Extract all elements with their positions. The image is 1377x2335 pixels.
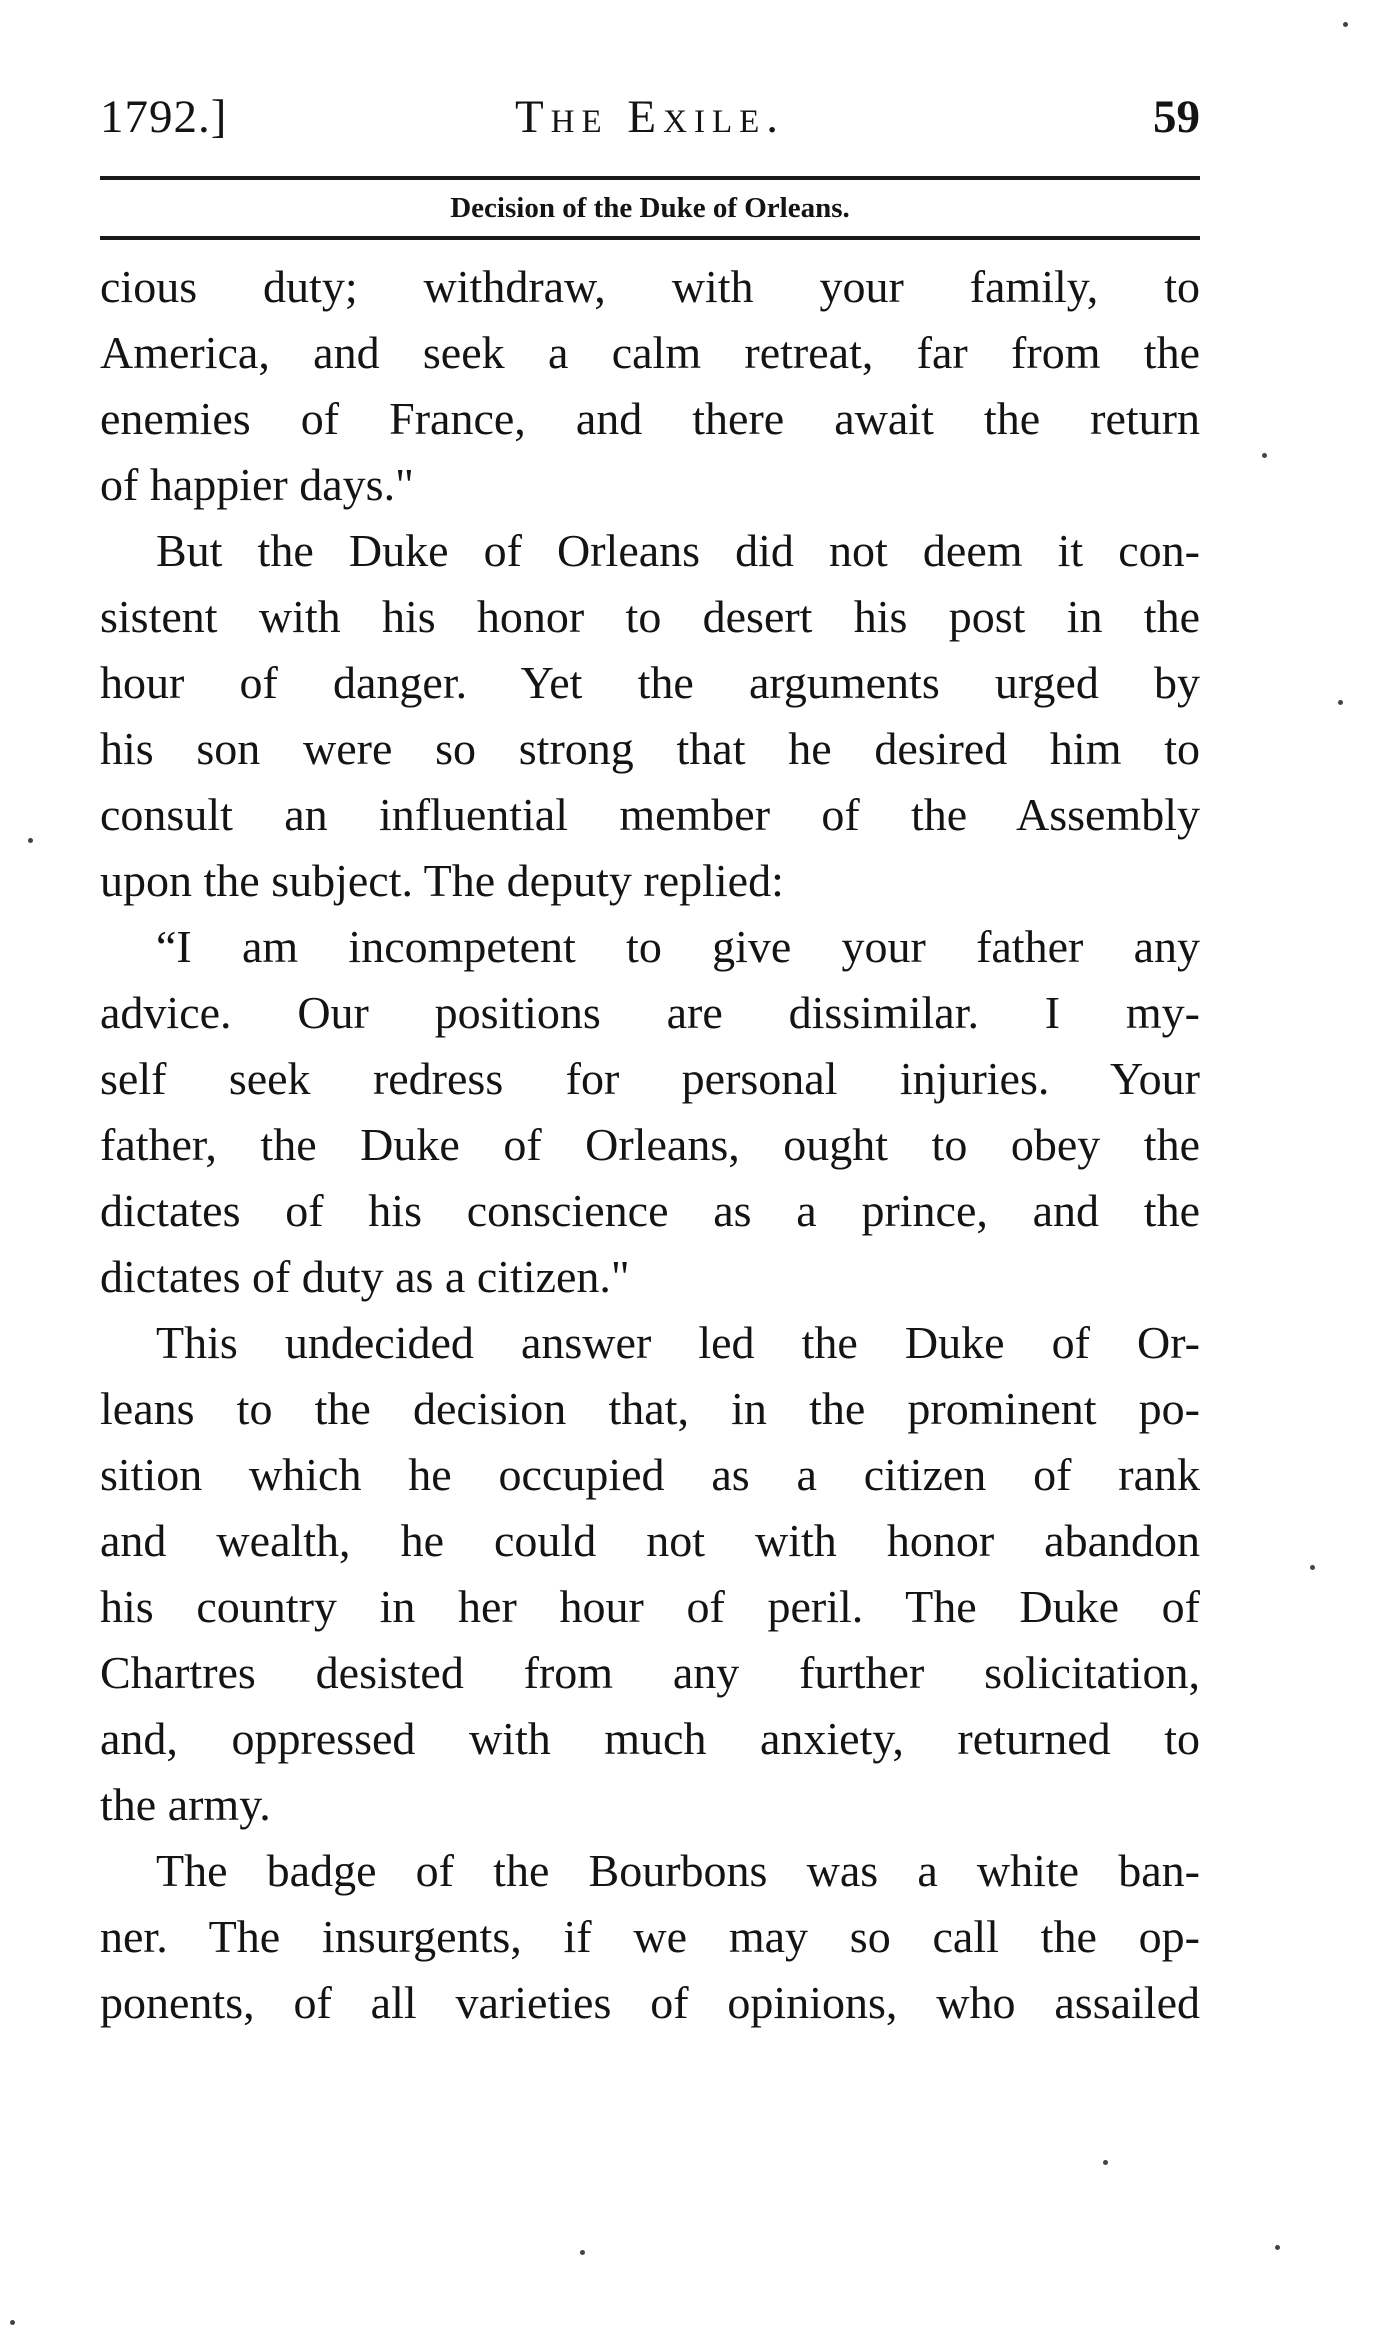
text-line: sistent with his honor to desert his post in the [100,591,1200,642]
scan-speck [1310,1565,1315,1570]
text-line: of happier days." [100,459,414,510]
section-subhead: Decision of the Duke of Orleans. [450,192,850,224]
text-line: father, the Duke of Orleans, ought to obey the [100,1119,1200,1170]
text-line: consult an influential member of the Assembly [100,789,1200,840]
text-line: sition which he occupied as a citizen of rank [100,1449,1200,1500]
text-line: advice. Our positions are dissimilar. I my- [100,987,1200,1038]
page-number: 59 [1153,91,1200,143]
bottom-rule [100,236,1200,240]
text-line: his country in her hour of peril. The Duke of [100,1581,1200,1632]
scan-speck [1262,453,1267,458]
text-line: cious duty; withdraw, with your family, to [100,261,1200,312]
text-line: America, and seek a calm retreat, far from the [100,327,1200,378]
text-line: dictates of duty as a citizen." [100,1251,630,1302]
text-line: and wealth, he could not with honor abandon [100,1515,1200,1566]
text-line: enemies of France, and there await the return [100,393,1200,444]
scan-speck [28,838,33,843]
text-line: ner. The insurgents, if we may so call the op- [100,1911,1200,1962]
text-line: Chartres desisted from any further solicitation, [100,1647,1200,1698]
text-line: ponents, of all varieties of opinions, who assailed [100,1977,1200,2028]
running-head-year: 1792.] [100,91,228,143]
running-head-title: The Exile. [514,91,786,143]
top-rule [100,176,1200,180]
scan-speck [1343,22,1348,27]
text-line: his son were so strong that he desired him to [100,723,1200,774]
text-line: dictates of his conscience as a prince, and the [100,1185,1200,1236]
scan-speck [1338,700,1343,705]
text-line: This undecided answer led the Duke of Or- [156,1317,1200,1368]
text-line: “I am incompetent to give your father any [156,921,1200,972]
running-head [100,82,1200,152]
text-line: self seek redress for personal injuries. Your [100,1053,1200,1104]
text-line: But the Duke of Orleans did not deem it con- [156,525,1200,576]
text-line: and, oppressed with much anxiety, returned to [100,1713,1200,1764]
text-line: leans to the decision that, in the prominent po- [100,1383,1200,1434]
body-text [100,254,1200,2036]
scan-speck [1275,2245,1280,2250]
text-line: upon the subject. The deputy replied: [100,855,784,906]
scan-speck [1103,2160,1108,2165]
text-line: The badge of the Bourbons was a white ban- [156,1845,1200,1896]
text-line: hour of danger. Yet the arguments urged by [100,657,1200,708]
scan-speck [10,2320,15,2325]
text-line: the army. [100,1779,271,1830]
scan-speck [580,2250,585,2255]
